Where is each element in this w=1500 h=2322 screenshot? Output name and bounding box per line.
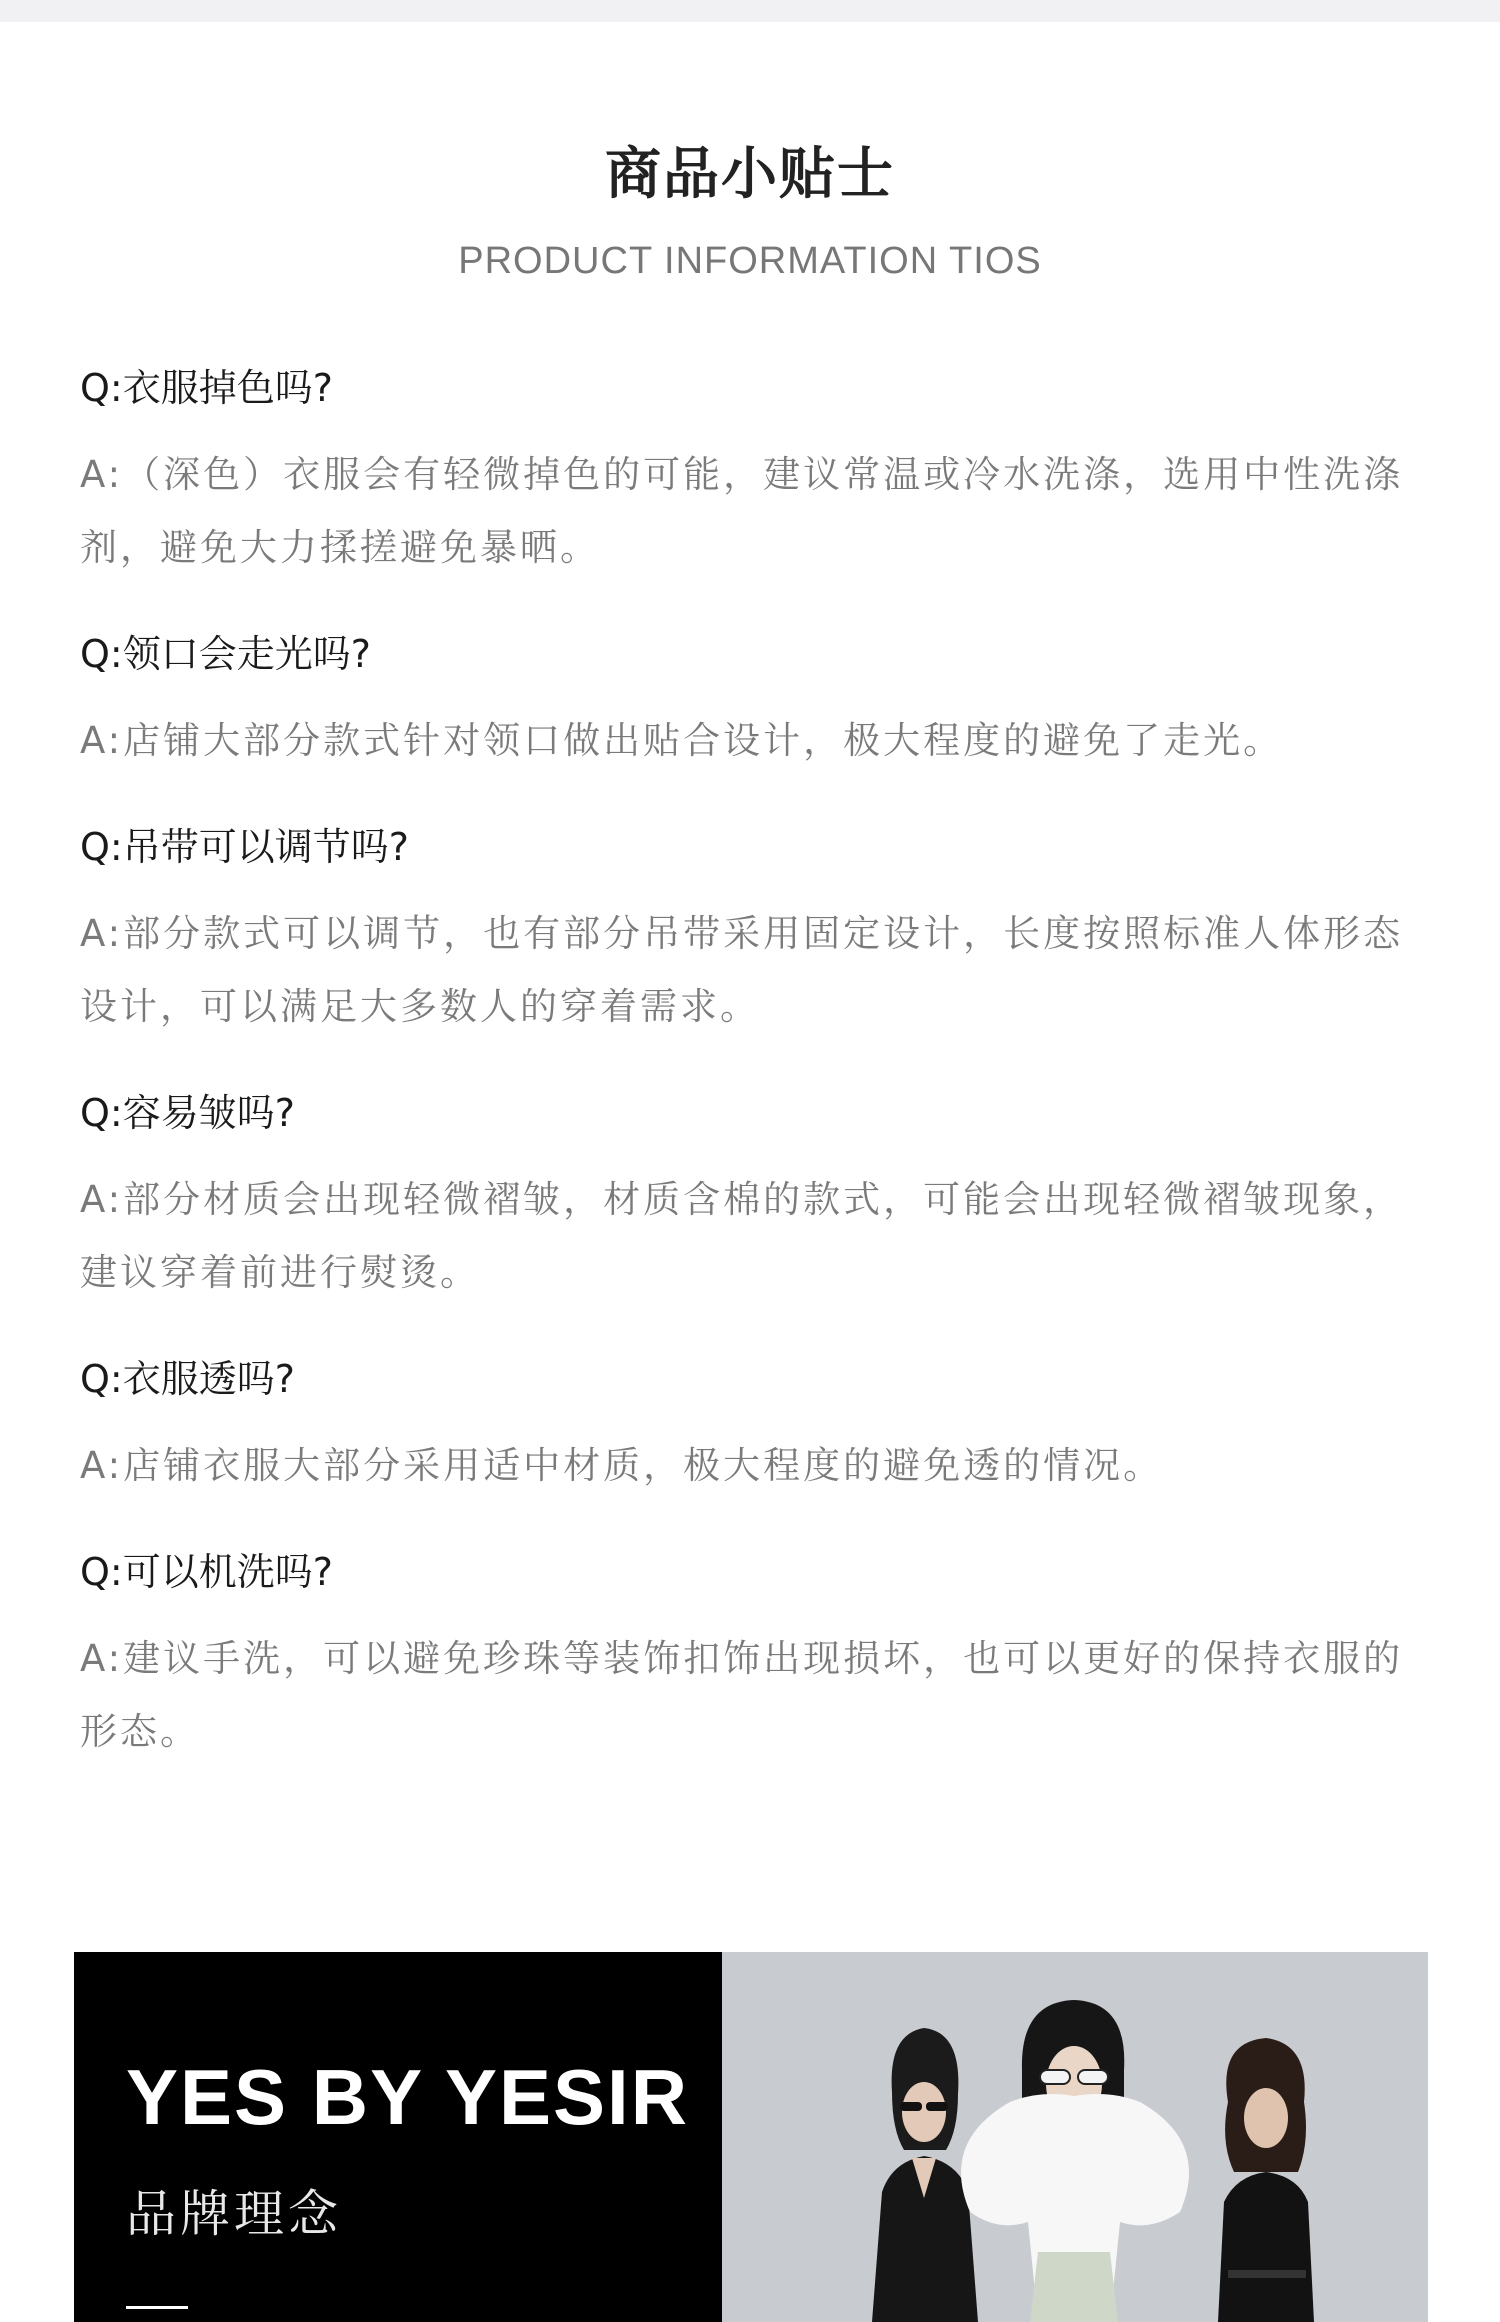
page-subtitle: PRODUCT INFORMATION TIOS (458, 240, 1042, 282)
models-illustration (722, 1952, 1428, 2322)
faq-question: Q:容易皱吗? (80, 1091, 295, 1135)
brand-concept-label: 品牌理念 (126, 2185, 342, 2243)
faq-answer: A:部分材质会出现轻微褶皱，材质含棉的款式，可能会出现轻微褶皱现象，建议穿着前进行熨烫。 (80, 1178, 1404, 1294)
top-divider-strip (0, 0, 1500, 22)
faq-question: Q:衣服掉色吗? (80, 366, 333, 410)
faq-answer: A:店铺衣服大部分采用适中材质，极大程度的避免透的情况。 (80, 1444, 1164, 1487)
brand-name: YES BY YESIR (126, 2053, 690, 2141)
faq-item (80, 1544, 1425, 1768)
faq-list (80, 360, 1425, 1768)
faq-item (80, 1351, 1425, 1502)
brand-underline (126, 2306, 188, 2309)
faq-answer: A:部分款式可以调节，也有部分吊带采用固定设计，长度按照标准人体形态设计，可以满足大多数人的穿着需求。 (80, 912, 1404, 1028)
faq-item (80, 626, 1425, 777)
brand-banner (74, 1952, 1428, 2322)
page-title: 商品小贴士 (605, 142, 895, 207)
faq-question: Q:可以机洗吗? (80, 1550, 333, 1594)
faq-item (80, 1085, 1425, 1309)
faq-question: Q:吊带可以调节吗? (80, 825, 409, 869)
brand-panel (74, 1952, 722, 2322)
faq-answer: A:（深色）衣服会有轻微掉色的可能，建议常温或冷水洗涤，选用中性洗涤剂，避免大力揉搓避免暴晒。 (80, 453, 1404, 569)
models-photo (722, 1952, 1428, 2322)
faq-item (80, 360, 1425, 584)
faq-answer: A:店铺大部分款式针对领口做出贴合设计，极大程度的避免了走光。 (80, 719, 1284, 762)
faq-question: Q:衣服透吗? (80, 1357, 295, 1401)
faq-answer: A:建议手洗，可以避免珍珠等装饰扣饰出现损坏，也可以更好的保持衣服的形态。 (80, 1637, 1404, 1753)
faq-item (80, 819, 1425, 1043)
faq-question: Q:领口会走光吗? (80, 632, 371, 676)
